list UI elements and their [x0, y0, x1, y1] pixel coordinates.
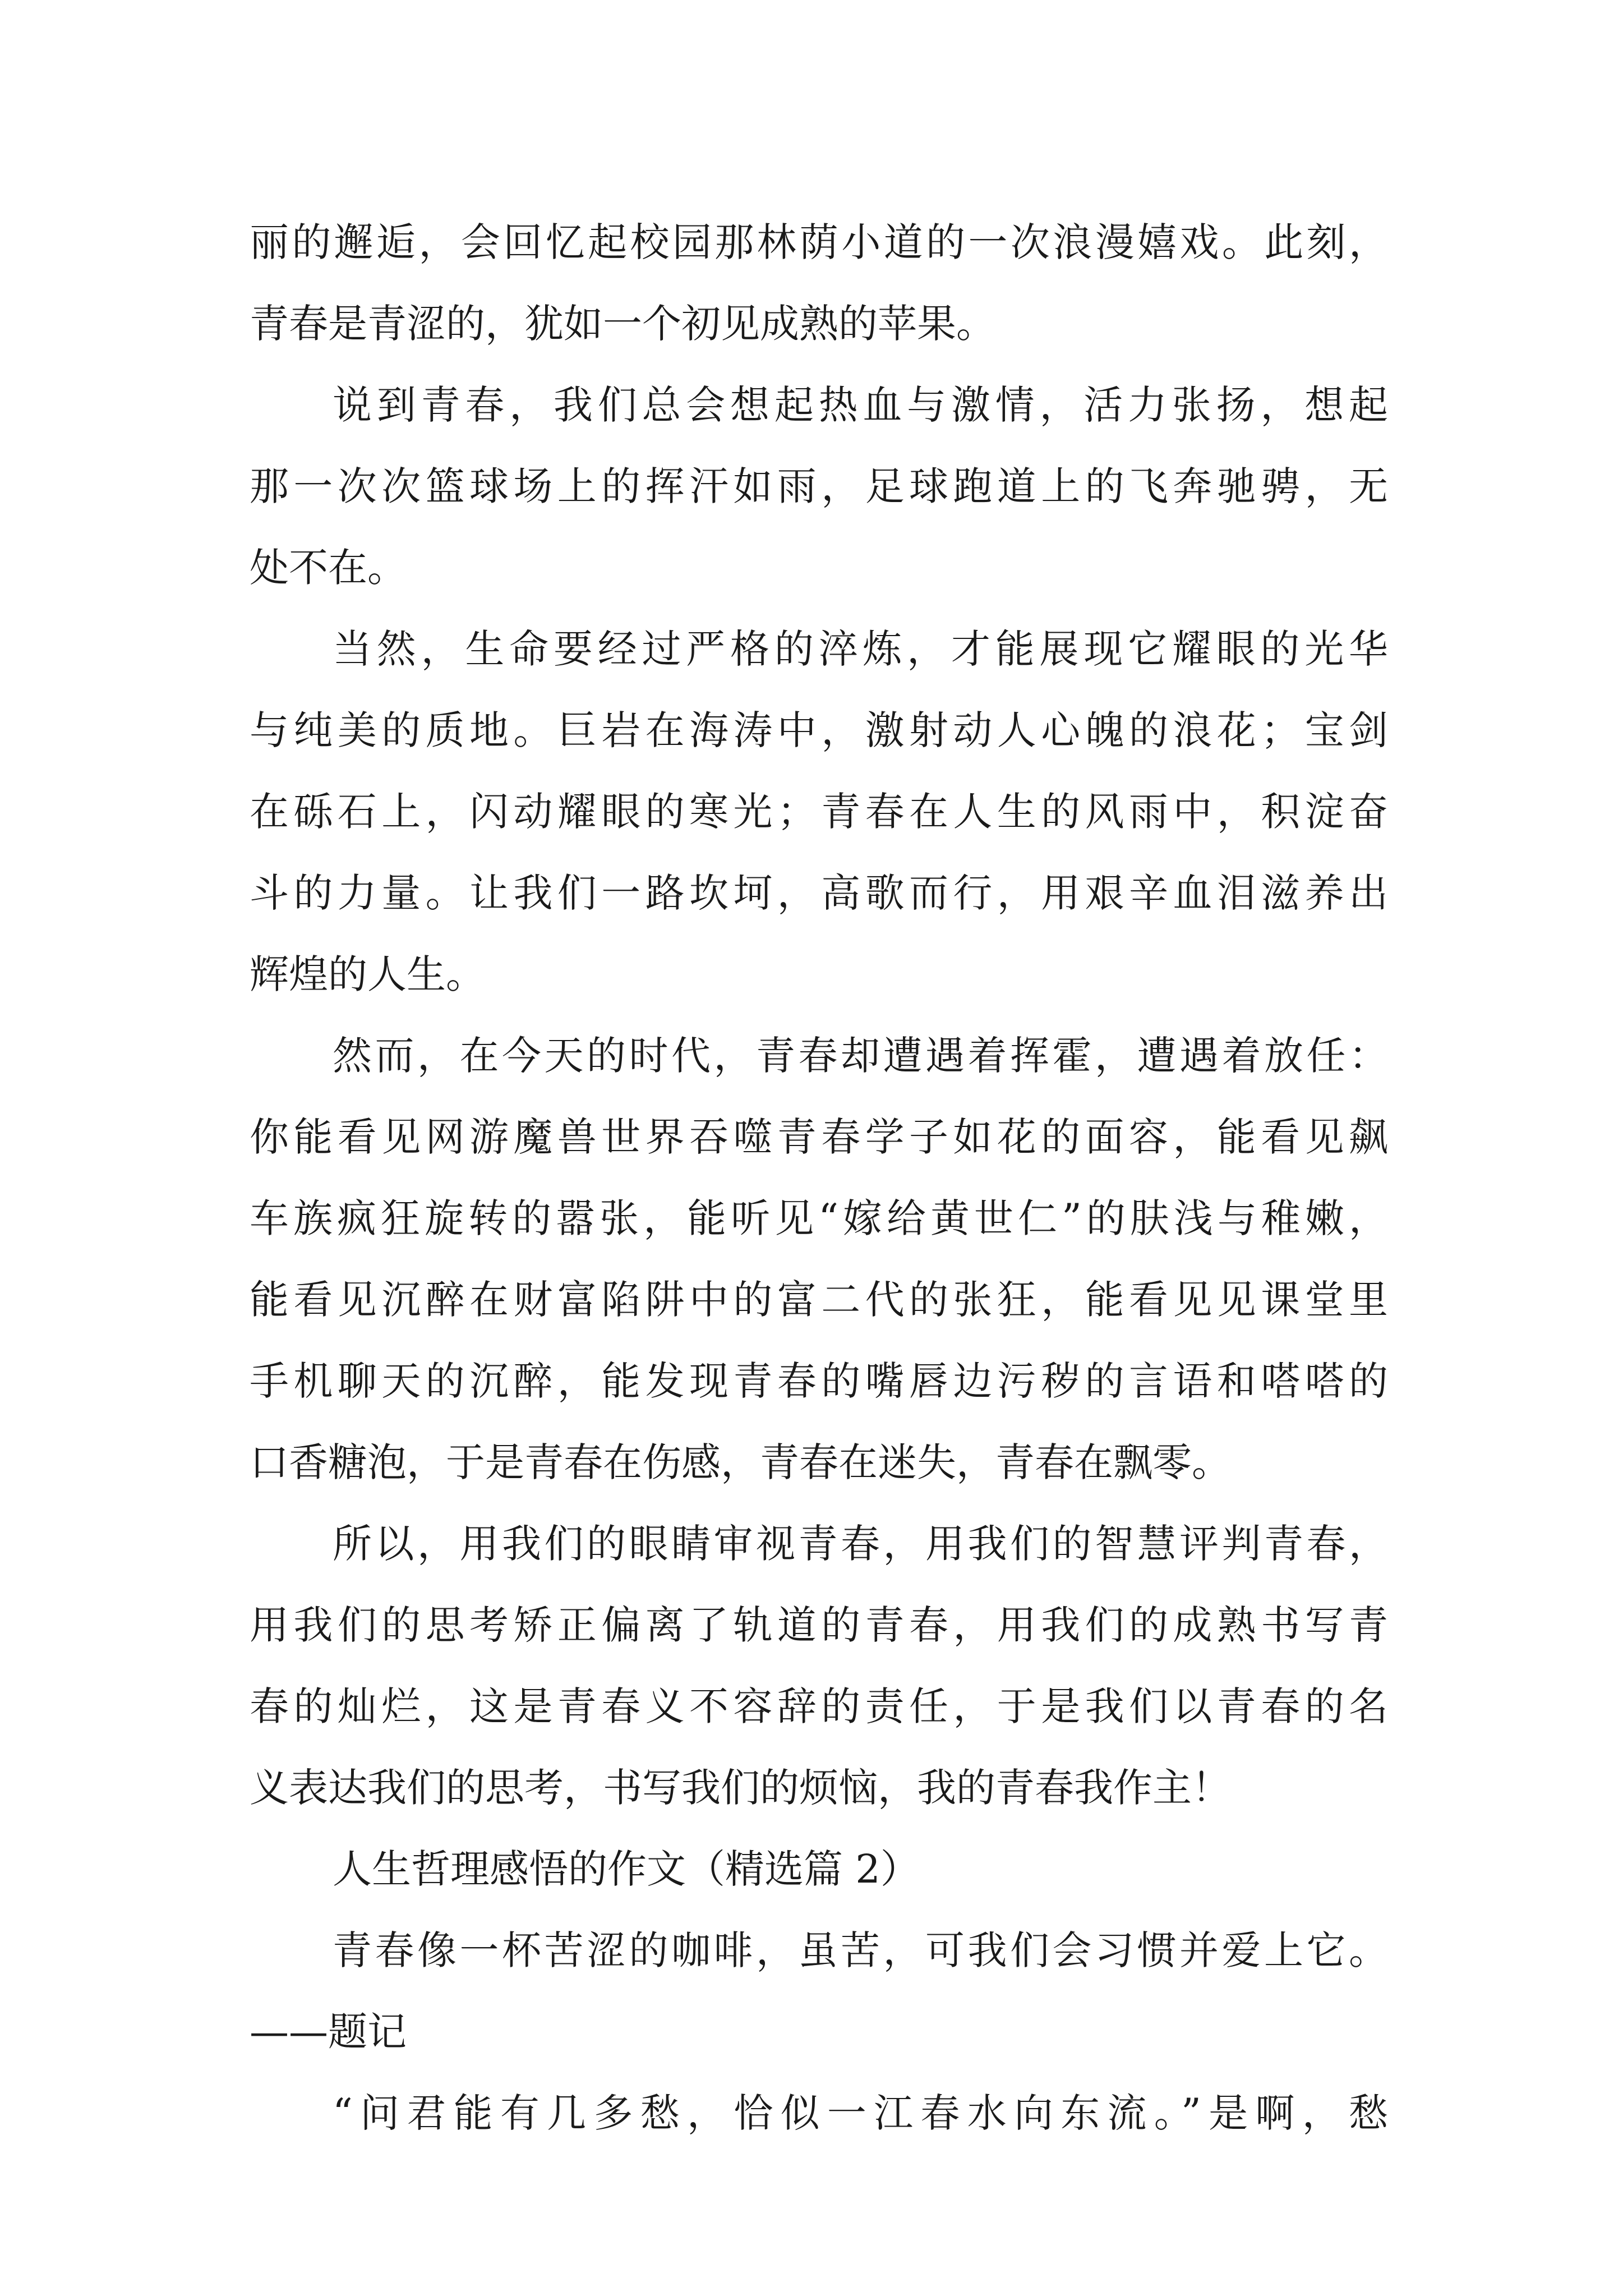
text-line: 说到青春，我们总会想起热血与激情，活力张扬，想起: [333, 382, 1388, 428]
text-line: 斗的力量。让我们一路坎坷，高歌而行，用艰辛血泪滋养出: [250, 870, 1388, 916]
epigraph-attribution: ——题记: [250, 2009, 407, 2055]
text-line: 当然，生命要经过严格的淬炼，才能展现它耀眼的光华: [333, 626, 1388, 672]
section-heading: 人生哲理感悟的作文（精选篇 2）: [333, 1846, 920, 1892]
text-line: 口香糖泡，于是青春在伤感，青春在迷失，青春在飘零。: [250, 1439, 1231, 1485]
text-line: 能看见沉醉在财富陷阱中的富二代的张狂，能看见见课堂里: [250, 1277, 1388, 1323]
text-line: 处不在。: [250, 545, 407, 591]
text-line: 辉煌的人生。: [250, 951, 485, 997]
text-line: 春的灿烂，这是青春义不容辞的责任，于是我们以青春的名: [250, 1683, 1388, 1729]
text-line: 手机聊天的沉醉，能发现青春的嘴唇边污秽的言语和嗒嗒的: [250, 1358, 1388, 1404]
text-line: 你能看见网游魔兽世界吞噬青春学子如花的面容，能看见飙: [250, 1114, 1388, 1160]
text-line: 那一次次篮球场上的挥汗如雨，足球跑道上的飞奔驰骋，无: [250, 463, 1388, 509]
text-line: 在砾石上，闪动耀眼的寒光；青春在人生的风雨中，积淀奋: [250, 789, 1388, 835]
epigraph-line: 青春像一杯苦涩的咖啡，虽苦，可我们会习惯并爱上它。: [333, 1927, 1388, 1973]
text-line: 所以，用我们的眼睛审视青春，用我们的智慧评判青春，: [333, 1521, 1388, 1567]
text-line: 然而，在今天的时代，青春却遭遇着挥霍，遭遇着放任：: [333, 1033, 1388, 1079]
text-line: 用我们的思考矫正偏离了轨道的青春，用我们的成熟书写青: [250, 1602, 1388, 1648]
document-body: [250, 202, 1388, 2154]
text-line: 义表达我们的思考，书写我们的烦恼，我的青春我作主！: [250, 1765, 1231, 1811]
text-line: 车族疯狂旋转的嚣张，能听见“嫁给黄世仁”的肤浅与稚嫩，: [250, 1195, 1388, 1241]
text-line: 丽的邂逅，会回忆起校园那林荫小道的一次浪漫嬉戏。此刻，: [250, 219, 1388, 265]
text-line: 与纯美的质地。巨岩在海涛中，激射动人心魄的浪花；宝剑: [250, 707, 1388, 753]
text-line: 青春是青涩的，犹如一个初见成熟的苹果。: [250, 301, 995, 347]
text-line: “问君能有几多愁，恰似一江春水向东流。”是啊，愁: [333, 2090, 1388, 2136]
